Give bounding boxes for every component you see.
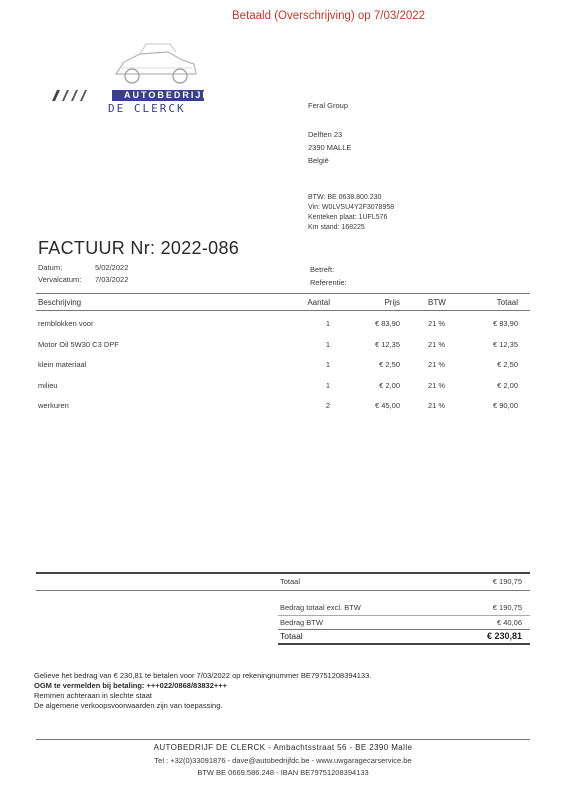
total-rule bbox=[36, 590, 530, 591]
total-label: Totaal bbox=[280, 577, 301, 586]
payment-instruction: Gelieve het bedrag van € 230,81 te betalen voor 7/03/2022 op rekeningnummer BE79751208394133. bbox=[34, 671, 372, 680]
excl-vat-value: € 190,75 bbox=[492, 603, 522, 612]
logo-stripes bbox=[52, 90, 112, 101]
grand-total-label: Totaal bbox=[280, 631, 303, 641]
invoice-title: FACTUUR Nr: 2022-086 bbox=[38, 238, 240, 258]
row-quantity: 1 bbox=[325, 319, 330, 328]
footer-bank: BTW BE 0669.586.248 - IBAN BE79751208394133 bbox=[197, 768, 369, 777]
table-top-rule bbox=[36, 293, 530, 294]
row-total: € 2,00 bbox=[497, 380, 518, 390]
paid-status-note: Betaald (Overschrijving) op 7/03/2022 bbox=[232, 10, 426, 22]
vehicle-km: Km stand: 168225 bbox=[308, 224, 365, 231]
total-value: € 190,75 bbox=[492, 577, 522, 586]
customer-name: Feral Group bbox=[308, 101, 349, 110]
row-quantity: 1 bbox=[325, 339, 330, 349]
footer-rule bbox=[36, 739, 530, 740]
remark-note: Remmen achteraan in slechte staat bbox=[34, 691, 152, 700]
vehicle-plate: Kenteken plaat: 1UFL576 bbox=[308, 214, 388, 221]
row-total: € 83,90 bbox=[492, 319, 518, 328]
footer-company: AUTOBEDRIJF DE CLERCK - Ambachtsstraat 56 - BE 2390 Malle bbox=[153, 743, 413, 752]
footer-contact: Tel : +32(0)33091876 - dave@autobedrijfdc.be - www.uwgaragecarservice.be bbox=[154, 756, 412, 765]
col-header-vat: BTW bbox=[428, 298, 446, 307]
row-description: klein materiaal bbox=[38, 360, 87, 369]
vehicle-vin: Vin: W0LVSU4Y2F3078958 bbox=[308, 204, 395, 211]
due-date-value: 7/03/2022 bbox=[95, 275, 129, 284]
row-description: remblokken voor bbox=[38, 319, 94, 328]
company-logo bbox=[52, 38, 212, 118]
row-price: € 83,90 bbox=[374, 319, 400, 328]
row-price: € 12,35 bbox=[374, 339, 400, 349]
row-quantity: 2 bbox=[325, 401, 330, 410]
due-date-label: Vervalcatum: bbox=[38, 275, 82, 284]
vat-amount-value: € 40,06 bbox=[496, 618, 522, 627]
date-value: 5/02/2022 bbox=[95, 263, 129, 272]
row-total: € 2,50 bbox=[497, 360, 518, 369]
terms-note: De algemene verkoopsvoorwaarden zijn van toepassing. bbox=[34, 701, 223, 710]
row-description: werkuren bbox=[38, 401, 69, 410]
row-vat: 21 % bbox=[428, 380, 446, 390]
row-vat: 21 % bbox=[428, 319, 446, 328]
col-header-description: Beschrijving bbox=[38, 298, 82, 307]
row-vat: 21 % bbox=[428, 401, 446, 410]
date-label: Datum: bbox=[38, 263, 63, 272]
subject-label: Betreft: bbox=[310, 265, 335, 274]
row-price: € 45,00 bbox=[374, 401, 400, 410]
row-vat: 21 % bbox=[428, 339, 446, 349]
row-quantity: 1 bbox=[325, 380, 330, 390]
customer-city: 2390 MALLE bbox=[308, 143, 352, 152]
excl-vat-label: Bedrag totaal excl. BTW bbox=[280, 603, 361, 612]
logo-text-bottom: DE CLERCK bbox=[108, 102, 186, 115]
customer-vat: BTW: BE 0638.800.230 bbox=[308, 194, 382, 201]
customer-street: Delften 23 bbox=[308, 130, 343, 139]
grand-total-rule bbox=[278, 643, 530, 645]
vat-amount-label: Bedrag BTW bbox=[280, 618, 323, 627]
excl-rule bbox=[278, 615, 530, 616]
row-price: € 2,00 bbox=[379, 380, 400, 390]
row-description: Motor Oil 5W30 C3 DPF bbox=[38, 339, 119, 349]
table-header-rule bbox=[36, 310, 530, 311]
grand-total-value: € 230,81 bbox=[486, 631, 522, 641]
col-header-price: Prijs bbox=[384, 298, 400, 307]
row-description: milieu bbox=[38, 380, 58, 390]
logo-text-top: AUTOBEDRIJF bbox=[124, 90, 210, 100]
car-icon bbox=[110, 38, 200, 86]
row-price: € 2,50 bbox=[379, 360, 400, 369]
payment-reference: OGM te vermelden bij betaling: +++022/0868/83832+++ bbox=[34, 681, 228, 690]
totals-top-rule bbox=[36, 572, 530, 574]
reference-label: Referentie: bbox=[310, 278, 347, 287]
row-total: € 90,00 bbox=[492, 401, 518, 410]
col-header-quantity: Aantal bbox=[307, 298, 330, 307]
row-quantity: 1 bbox=[325, 360, 330, 369]
vat-rule bbox=[278, 629, 530, 630]
customer-country: België bbox=[308, 156, 329, 165]
row-vat: 21 % bbox=[428, 360, 446, 369]
row-total: € 12,35 bbox=[492, 339, 518, 349]
col-header-total: Totaal bbox=[496, 298, 518, 307]
